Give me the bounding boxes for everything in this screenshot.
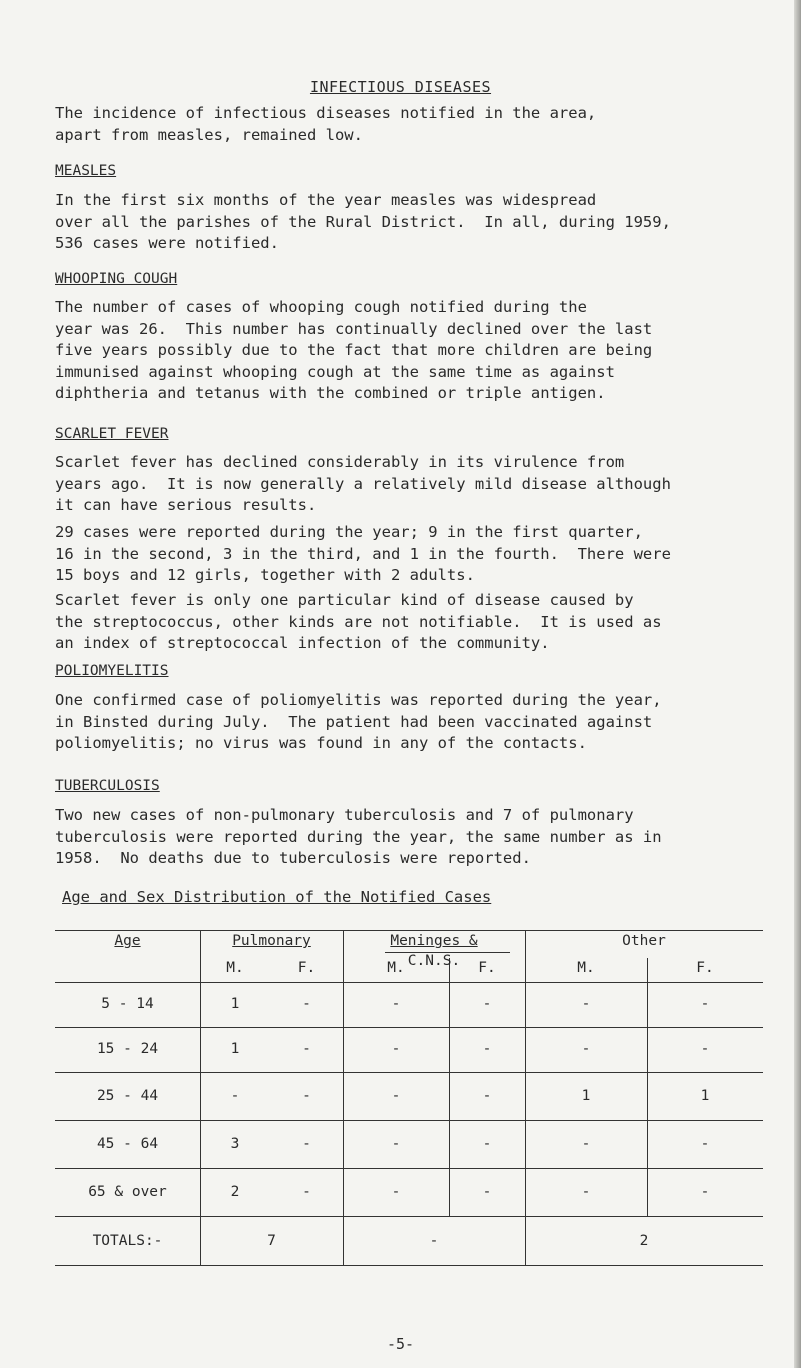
row-5-pulmonary-f: - [302, 1184, 311, 1200]
row-2-other-m: - [581, 1041, 591, 1057]
row-3-other-f: 1 [700, 1088, 710, 1104]
page-title: INFECTIOUS DISEASES [309, 78, 492, 96]
row-5-other-m: - [581, 1184, 591, 1200]
row-5-other-f: - [700, 1184, 710, 1200]
header-other-m: M. [577, 960, 595, 976]
row-4-meninges-m: - [391, 1136, 401, 1152]
header-pulmonary: Pulmonary [232, 933, 311, 949]
row-5-meninges-f: - [482, 1184, 492, 1200]
row-1-other-f: - [700, 996, 710, 1012]
header-other: Other [622, 933, 666, 949]
scarlet-fever-heading: SCARLET FEVER [55, 426, 169, 442]
row-1-age: 5 - 14 [101, 996, 154, 1012]
page-edge-shadow [794, 0, 801, 1368]
notified-cases-table [55, 930, 763, 1318]
header-meninges-m: M. [387, 960, 405, 976]
totals-other: 2 [639, 1233, 649, 1249]
row-4-other-f: - [700, 1136, 710, 1152]
row-border-2 [55, 1072, 763, 1073]
row-border-4 [55, 1168, 763, 1169]
header-cns: C.N.S. [407, 953, 461, 969]
row-3-pulmonary-f: - [302, 1088, 311, 1104]
row-border-5 [55, 1216, 763, 1217]
row-1-pulmonary-m: 1 [230, 996, 240, 1012]
row-4-pulmonary-m: 3 [230, 1136, 240, 1152]
intro-paragraph: The incidence of infectious diseases notified in the area, apart from measles, remained low. [55, 104, 597, 144]
header-bottom-border [55, 982, 763, 983]
scarlet-fever-paragraph-3: Scarlet fever is only one particular kind of disease caused by the streptococcus, other kinds are not notifiable. It is used as an index of streptococcal infection of the community. [55, 591, 662, 652]
totals-label: TOTALS:- [92, 1233, 163, 1249]
row-3-other-m: 1 [581, 1088, 591, 1104]
row-4-meninges-f: - [482, 1136, 492, 1152]
totals-pulmonary: 7 [267, 1233, 276, 1249]
measles-paragraph [55, 190, 795, 255]
row-1-other-m: - [581, 996, 591, 1012]
poliomyelitis-heading: POLIOMYELITIS [55, 663, 169, 679]
row-3-meninges-f: - [482, 1088, 492, 1104]
header-pulmonary-m: M. [226, 960, 244, 976]
row-3-meninges-m: - [391, 1088, 401, 1104]
row-2-pulmonary-f: - [302, 1041, 311, 1057]
scarlet-fever-paragraph-1: Scarlet fever has declined considerably in its virulence from years ago. It is now generally a relatively mild disease although it can have serious results. [55, 453, 671, 514]
row-1-pulmonary-f: - [302, 996, 311, 1012]
row-2-age: 15 - 24 [96, 1041, 159, 1057]
whooping-cough-paragraph: The number of cases of whooping cough notified during the year was 26. This number has continually declined over the last five years possibly due to the fact that more children are being immunised against whooping cough at the same time as against diphtheria and tetanus with the combined or triple antigen. [55, 298, 653, 402]
row-2-other-f: - [700, 1041, 710, 1057]
table-caption: Age and Sex Distribution of the Notified Cases [62, 888, 492, 906]
table-top-border [55, 930, 763, 931]
row-border-3 [55, 1120, 763, 1121]
whooping-cough-heading: WHOOPING COUGH [55, 271, 178, 287]
measles-text: In the first six months of the year measles was widespread over all the parishes of the Rural District. In all, during 1959, 536 cases were notified. [55, 191, 671, 252]
row-5-age: 65 & over [88, 1184, 167, 1200]
scarlet-fever-paragraph-2: 29 cases were reported during the year; 9 in the first quarter, 16 in the second, 3 in the third, and 1 in the fourth. There were 15 boys and 12 girls, together with 2 adults. [55, 523, 671, 584]
row-3-pulmonary-m: - [230, 1088, 240, 1104]
totals-meninges: - [429, 1233, 439, 1249]
row-4-age: 45 - 64 [96, 1136, 159, 1152]
row-border-1 [55, 1027, 763, 1028]
poliomyelitis-paragraph: One confirmed case of poliomyelitis was reported during the year, in Binsted during July. The patient had been vaccinated against poliomyelitis; no virus was found in any of the contacts. [55, 691, 662, 752]
table-bottom-border [55, 1265, 763, 1266]
header-other-f: F. [696, 960, 714, 976]
row-3-age: 25 - 44 [96, 1088, 159, 1104]
page-number: -5- [386, 1335, 415, 1353]
row-4-pulmonary-f: - [302, 1136, 311, 1152]
measles-heading: MEASLES [55, 163, 117, 179]
header-age: Age [114, 933, 141, 949]
header-meninges: Meninges & [390, 933, 478, 949]
tuberculosis-heading: TUBERCULOSIS [55, 778, 160, 794]
row-2-meninges-f: - [482, 1041, 492, 1057]
row-4-other-m: - [581, 1136, 591, 1152]
row-2-pulmonary-m: 1 [230, 1041, 240, 1057]
row-5-pulmonary-m: 2 [230, 1184, 240, 1200]
row-5-meninges-m: - [391, 1184, 401, 1200]
row-1-meninges-f: - [482, 996, 492, 1012]
header-pulmonary-f: F. [297, 960, 316, 976]
header-meninges-f: F. [478, 960, 496, 976]
row-1-meninges-m: - [391, 996, 401, 1012]
tuberculosis-paragraph: Two new cases of non-pulmonary tuberculosis and 7 of pulmonary tuberculosis were reported during the year, the same number as in 1958. No deaths due to tuberculosis were reported. [55, 806, 662, 867]
row-2-meninges-m: - [391, 1041, 401, 1057]
